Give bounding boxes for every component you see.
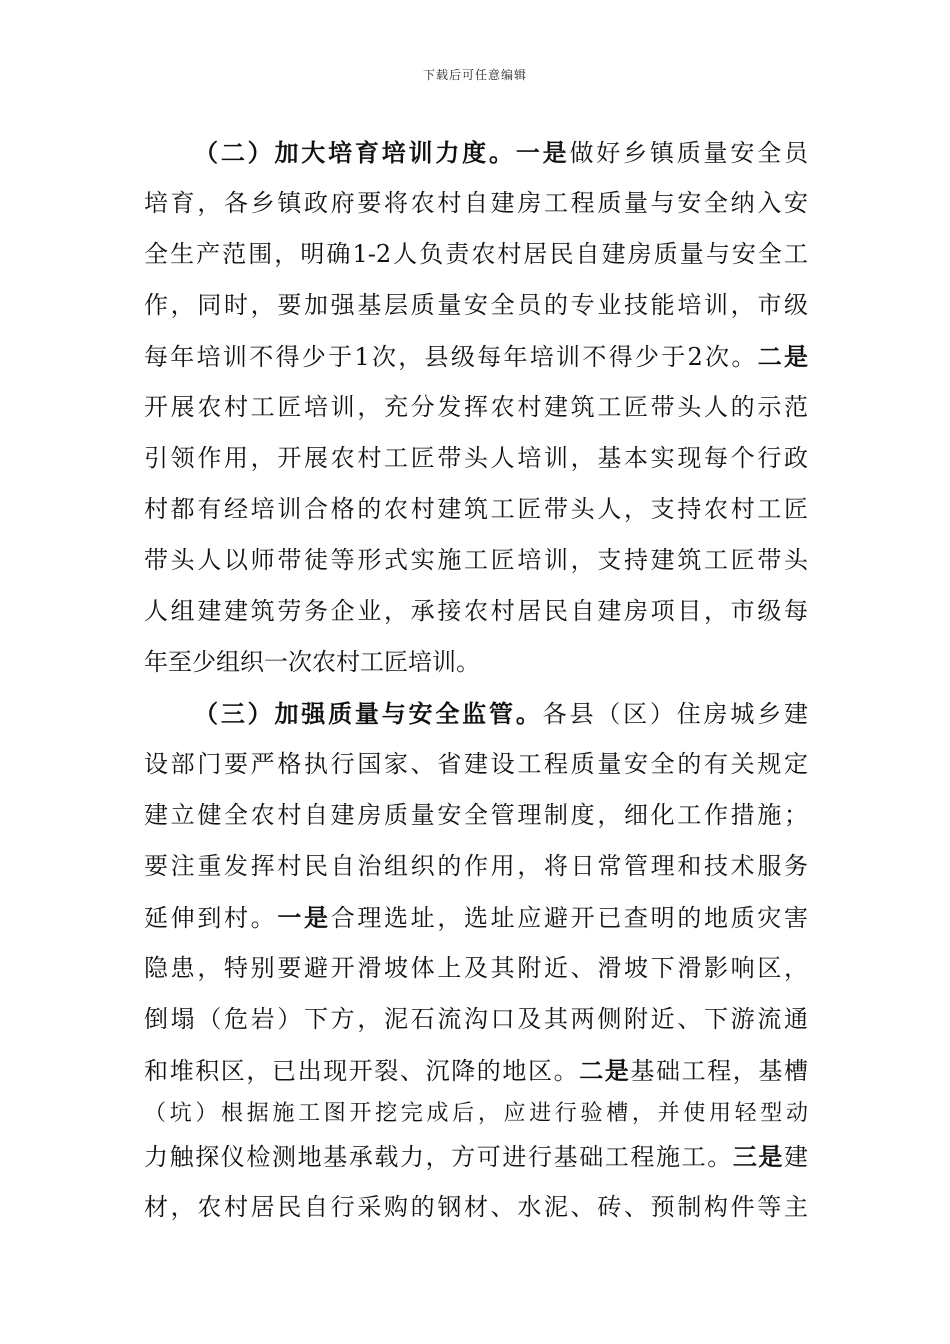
paragraph-line: [144, 892, 808, 943]
paragraph-line: [144, 688, 808, 739]
paragraph-line: 倒塌（危岩）下方，泥石流沟口及其两侧附近、下游流通: [144, 1005, 808, 1033]
paragraph-line: 作，同时，要加强基层质量安全员的专业技能培训，市级: [144, 291, 808, 319]
text-run: 做好乡镇质量安全员: [569, 139, 809, 167]
text-run: 延伸到村。: [144, 904, 278, 932]
text-run: 和堆积区，已出现开裂、沉降的地区。: [144, 1057, 580, 1085]
emphasis-marker: 一是: [277, 903, 331, 932]
paragraph-line: 开展农村工匠培训，充分发挥农村建筑工匠带头人的示范: [144, 393, 808, 421]
paragraph-line: 年至少组织一次农村工匠培训。: [144, 648, 480, 676]
paragraph-line: 材，农村居民自行采购的钢材、水泥、砖、预制构件等主: [144, 1193, 808, 1221]
paragraph-line: 建立健全农村自建房质量安全管理制度，细化工作措施；: [144, 801, 808, 829]
paragraph-line: 要注重发挥村民自治组织的作用，将日常管理和技术服务: [144, 852, 808, 880]
page-header-note: 下载后可任意编辑: [422, 68, 527, 82]
section-heading: （二）加大培育培训力度。: [194, 138, 516, 167]
paragraph-line: 村都有经培训合格的农村建筑工匠带头人，支持农村工匠: [144, 495, 808, 523]
paragraph-line: 带头人以师带徒等形式实施工匠培训，支持建筑工匠带头: [144, 546, 808, 574]
paragraph-line: [144, 127, 808, 178]
document-body: [144, 127, 808, 1233]
paragraph-line: 培育，各乡镇政府要将农村自建房工程质量与安全纳入安: [144, 189, 808, 217]
paragraph-line: [144, 331, 808, 382]
paragraph-line: 人组建建筑劳务企业，承接农村居民自建房项目，市级每: [144, 597, 808, 625]
paragraph-line: [144, 1045, 808, 1096]
paragraph-line: 隐患，特别要避开滑坡体上及其附近、滑坡下滑影响区，: [144, 954, 808, 982]
text-run: 各县（区）住房城乡建: [542, 700, 809, 728]
paragraph-line: [144, 1131, 808, 1182]
paragraph-line: （坑）根据施工图开挖完成后，应进行验槽，并使用轻型动: [144, 1101, 808, 1126]
paragraph-line: 设部门要严格执行国家、省建设工程质量安全的有关规定: [144, 750, 808, 778]
text-run: 每年培训不得少于1次，县级每年培训不得少于2次。: [144, 343, 758, 371]
text-run: 力触探仪检测地基承载力，方可进行基础工程施工。: [144, 1143, 733, 1171]
text-run: 建: [784, 1143, 809, 1171]
paragraph-line: 全生产范围，明确1-2人负责农村居民自建房质量与安全工: [144, 240, 808, 268]
section-heading: （三）加强质量与安全监管。: [194, 699, 543, 728]
text-run: 基础工程，基槽: [630, 1057, 809, 1085]
emphasis-marker: 二是: [757, 342, 809, 371]
emphasis-marker: 二是: [579, 1056, 631, 1085]
emphasis-marker: 三是: [732, 1142, 785, 1171]
paragraph-line: 引领作用，开展农村工匠带头人培训，基本实现每个行政: [144, 444, 808, 472]
emphasis-marker: 一是: [515, 138, 570, 167]
text-run: 合理选址，选址应避开已查明的地质灾害: [330, 904, 809, 932]
